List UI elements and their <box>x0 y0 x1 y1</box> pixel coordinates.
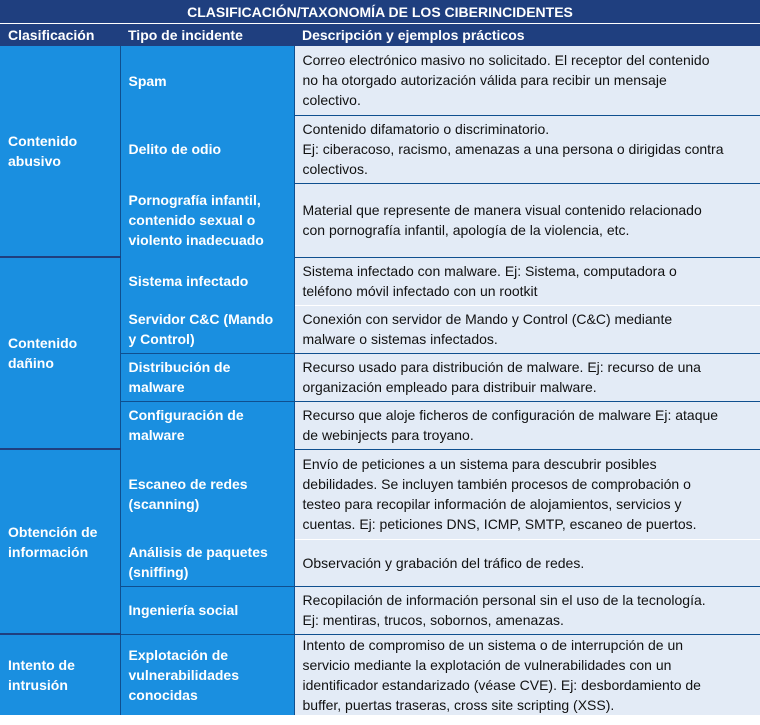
incident-description: Intento de compromiso de un sistema o de interrupción de un servicio mediante la explotación de vulnerabilidades con un identificador estandarizado (véase CVE). Ej: desbordamiento de buffer, puertas traseras, cross site scripting (XSS). <box>294 634 760 715</box>
table-row <box>0 449 760 539</box>
incident-type-hate-crime: Delito de odio <box>120 115 294 183</box>
incident-type-infected-system: Sistema infectado <box>120 257 294 305</box>
classification-intrusion-attempt: Intento de intrusión <box>0 634 120 715</box>
table-row <box>0 46 760 115</box>
classification-information-gathering: Obtención de información <box>0 449 120 634</box>
incident-type-cc-server: Servidor C&C (Mando y Control) <box>120 305 294 353</box>
incident-description: Sistema infectado con malware. Ej: Sistema, computadora o teléfono móvil infectado con un rootkit <box>294 257 760 305</box>
header-classification: Clasificación <box>0 24 120 47</box>
header-type: Tipo de incidente <box>120 24 294 47</box>
incident-description: Conexión con servidor de Mando y Control (C&C) mediante malware o sistemas infectados. <box>294 305 760 353</box>
incident-type-spam: Spam <box>120 46 294 115</box>
incident-type-child-pornography: Pornografía infantil, contenido sexual o violento inadecuado <box>120 183 294 257</box>
incident-description: Recurso que aloje ficheros de configuración de malware Ej: ataque de webinjects para troyano. <box>294 401 760 449</box>
incident-type-network-scanning: Escaneo de redes (scanning) <box>120 449 294 539</box>
incident-description: Recopilación de información personal sin el uso de la tecnología. Ej: mentiras, trucos, sobornos, amenazas. <box>294 586 760 634</box>
classification-harmful-content: Contenido dañino <box>0 257 120 449</box>
incident-description: Contenido difamatorio o discriminatorio. Ej: ciberacoso, racismo, amenazas a una persona o dirigidas contra colectivos. <box>294 115 760 183</box>
incident-type-packet-sniffing: Análisis de paquetes (sniffing) <box>120 539 294 586</box>
incident-description: Material que represente de manera visual contenido relacionado con pornografía infantil, apología de la violencia, etc. <box>294 183 760 257</box>
header-description: Descripción y ejemplos prácticos <box>294 24 760 47</box>
incident-description: Observación y grabación del tráfico de redes. <box>294 539 760 586</box>
table-title: CLASIFICACIÓN/TAXONOMÍA DE LOS CIBERINCIDENTES <box>0 0 760 24</box>
incident-description: Correo electrónico masivo no solicitado. El receptor del contenido no ha otorgado autorización válida para recibir un mensaje colectivo. <box>294 46 760 115</box>
incident-description: Envío de peticiones a un sistema para descubrir posibles debilidades. Se incluyen también procesos de comprobación o testeo para recopilar información de alojamientos, servicios y cuentas. Ej: peticiones DNS, ICMP, SMTP, escaneo de puertos. <box>294 449 760 539</box>
table-row <box>0 257 760 305</box>
table-row <box>0 634 760 715</box>
incident-type-known-vulnerability-exploit: Explotación de vulnerabilidades conocidas <box>120 634 294 715</box>
incident-type-malware-configuration: Configuración de malware <box>120 401 294 449</box>
incident-type-social-engineering: Ingeniería social <box>120 586 294 634</box>
incident-type-malware-distribution: Distribución de malware <box>120 353 294 401</box>
incident-description: Recurso usado para distribución de malware. Ej: recurso de una organización empleado para distribuir malware. <box>294 353 760 401</box>
classification-abusive-content: Contenido abusivo <box>0 46 120 257</box>
